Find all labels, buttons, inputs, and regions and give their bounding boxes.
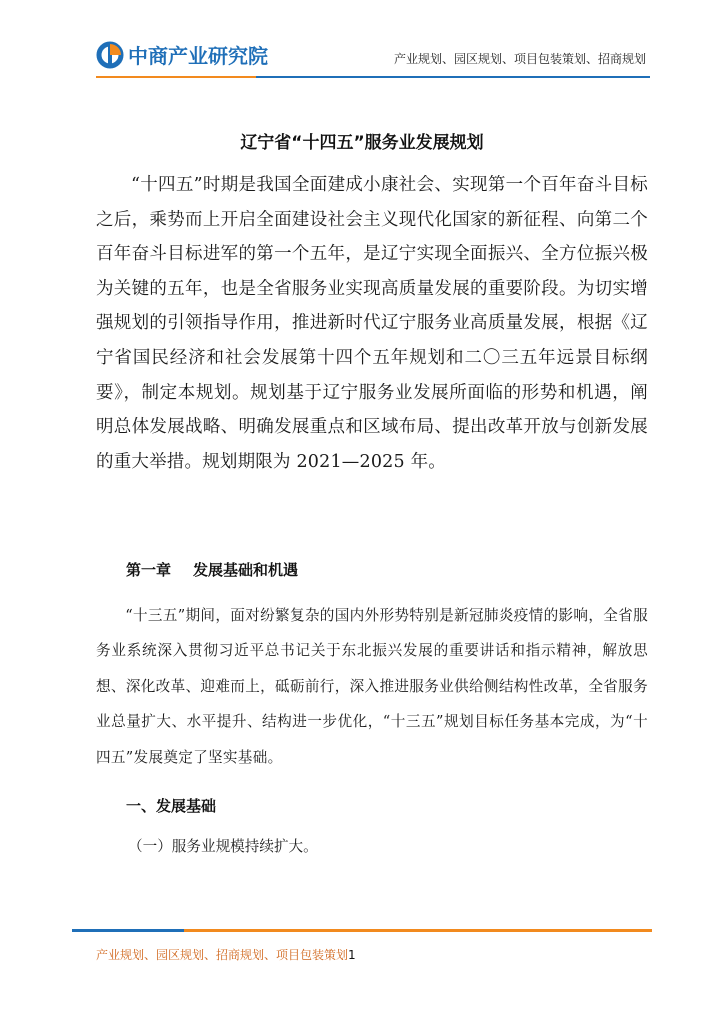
logo-text: 中商产业研究院: [128, 44, 268, 68]
company-logo: [96, 40, 268, 69]
section-heading: 一、发展基础: [126, 797, 217, 815]
page-number: 1: [348, 948, 356, 962]
page-footer: [96, 946, 356, 963]
subsection-heading: （一）服务业规模持续扩大。: [128, 838, 318, 855]
intro-paragraph: “十四五”时期是我国全面建成小康社会、实现第一个百年奋斗目标之后，乘势而上开启全面建设社会主义现代化国家的新征程、向第二个百年奋斗目标进军的第一个五年，是辽宁实现全面振兴、全方位振兴极为关键的五年，也是全省服务业实现高质量发展的重要阶段。为切实增强规划的引领指导作用，推进新时代辽宁服务业高质量发展，根据《辽宁省国民经济和社会发展第十四个五年规划和二〇三五年远景目标纲要》，制定本规划。规划基于辽宁服务业发展所面临的形势和机遇，阐明总体发展战略、明确发展重点和区域布局、提出改革开放与创新发展的重大举措。规划期限为 2021—2025 年。: [96, 175, 648, 472]
document-title: 辽宁省“十四五”服务业发展规划: [240, 133, 484, 153]
chapter-title: 发展基础和机遇: [193, 561, 299, 579]
footer-text: 产业规划、园区规划、招商规划、项目包装策划: [96, 948, 349, 962]
page-header: [0, 0, 724, 80]
chapter-number: 第一章: [126, 561, 172, 579]
footer-divider-accent: [72, 929, 184, 932]
header-tagline: 产业规划、园区规划、项目包装策划、招商规划: [393, 52, 646, 66]
chapter-paragraph: “十三五”期间，面对纷繁复杂的国内外形势特别是新冠肺炎疫情的影响，全省服务业系统深入贯彻习近平总书记关于东北振兴发展的重要讲话和指示精神，解放思想、深化改革、迎难而上，砥砺前行，深入推进服务业供给侧结构性改革，全省服务业总量扩大、水平提升、结构进一步优化，“十三五”规划目标任务基本完成，为“十四五”发展奠定了坚实基础。: [96, 607, 648, 766]
header-divider-accent: [96, 76, 256, 78]
chapter-heading: [126, 559, 298, 580]
logo-icon: [96, 41, 124, 69]
